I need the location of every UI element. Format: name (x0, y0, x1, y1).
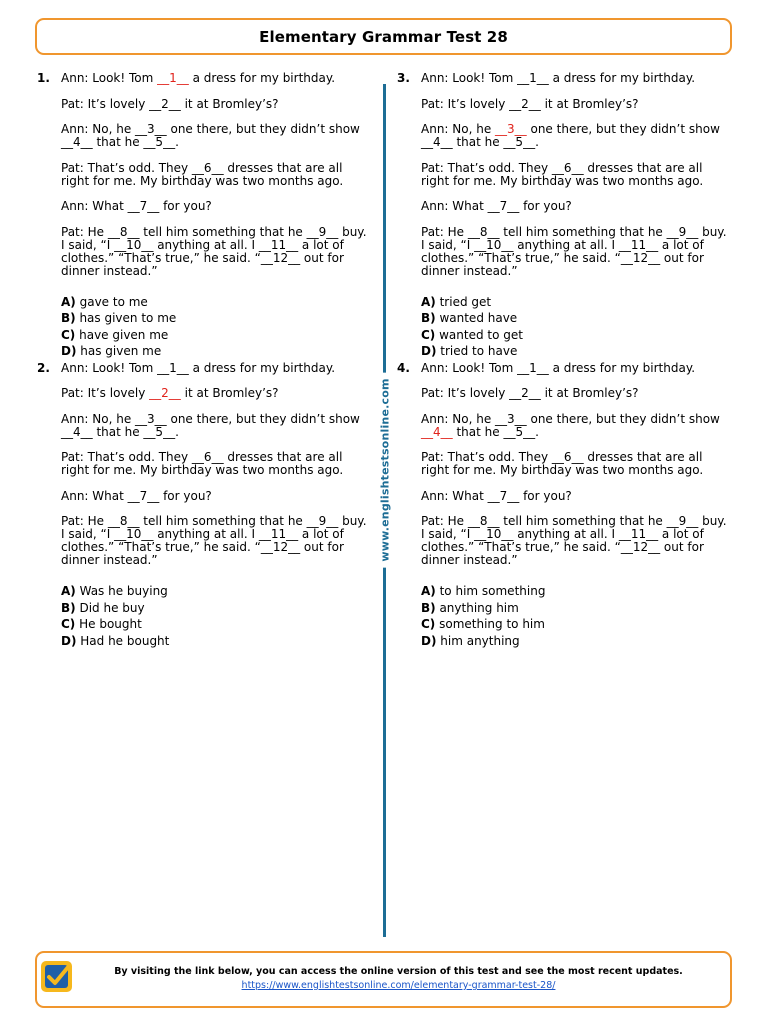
answer-options (421, 294, 727, 360)
option-text: Was he buying (75, 584, 168, 598)
footer-link[interactable]: https://www.englishtestsonline.com/elementary-grammar-test-28/ (241, 980, 556, 991)
option-letter: B) (421, 600, 436, 615)
option-letter: A) (421, 584, 436, 598)
option-text: tried to have (436, 344, 518, 358)
answer-option[interactable] (61, 343, 367, 360)
dialogue-line: Pat: He __8__ tell him something that he __9__ buy. I said, “I __10__ anything at all. I __11__ a lot of clothes.” “That’s true,” he said. “__12__ out for dinner instead.” (61, 514, 367, 567)
dialogue-line: Ann: Look! Tom __1__ a dress for my birthday. (421, 360, 696, 375)
answer-option[interactable] (61, 616, 367, 633)
option-text: gave to me (75, 294, 148, 309)
question-1 (37, 72, 367, 360)
dialogue-line: Pat: He __8__ tell him something that he __9__ buy. I said, “I __10__ anything at all. I __11__ a lot of clothes.” “That’s true,” he said. “__12__ out for dinner instead.” (61, 224, 367, 278)
dialogue-line: Ann: What __7__ for you? (421, 488, 572, 503)
answer-option[interactable] (421, 633, 727, 650)
option-text: have given me (75, 327, 169, 342)
footer-box (35, 951, 732, 1008)
question-3 (397, 72, 727, 360)
answer-option[interactable] (421, 310, 727, 327)
dialogue-line: Pat: That’s odd. They __6__ dresses that are all right for me. My birthday was two months ago. (61, 160, 344, 188)
page-title: Elementary Grammar Test 28 (259, 27, 508, 46)
dialogue-line: Ann: Look! Tom __1__ a dress for my birthday. (61, 71, 336, 85)
highlighted-blank: __1__ (157, 71, 189, 85)
option-text: Had he bought (76, 633, 170, 648)
dialogue-line: Pat: It’s lovely __2__ it at Bromley’s? (61, 96, 279, 111)
question-number: 1. (37, 71, 50, 85)
dialogue-line: Pat: That’s odd. They __6__ dresses that are all right for me. My birthday was two months ago. (421, 450, 704, 477)
highlighted-blank: __2__ (149, 386, 181, 400)
dialogue-line: Ann: Look! Tom __1__ a dress for my birthday. (61, 360, 336, 375)
title-box (35, 18, 732, 55)
question-4 (397, 362, 727, 650)
dialogue-line: Pat: That’s odd. They __6__ dresses that are all right for me. My birthday was two months ago. (421, 160, 704, 188)
option-text: him anything (436, 633, 520, 648)
question-number: 2. (37, 360, 50, 375)
option-letter: D) (61, 633, 77, 648)
option-letter: D) (421, 344, 437, 358)
option-letter: B) (421, 311, 436, 325)
answer-option[interactable] (61, 583, 367, 600)
option-text: He bought (75, 617, 142, 631)
option-letter: A) (61, 584, 76, 598)
answer-options (61, 583, 367, 649)
answer-option[interactable] (421, 616, 727, 633)
answer-option[interactable] (61, 633, 367, 650)
answer-option[interactable] (421, 294, 727, 311)
option-letter: A) (421, 294, 436, 309)
dialogue-line: Pat: He __8__ tell him something that he __9__ buy. I said, “I __10__ anything at all. I __11__ a lot of clothes.” “That’s true,” he said. “__12__ out for dinner instead.” (421, 224, 727, 278)
answer-option[interactable] (421, 343, 727, 360)
option-text: tried get (435, 294, 492, 309)
answer-options (61, 294, 367, 360)
dialogue-line: Ann: Look! Tom __1__ a dress for my birthday. (421, 71, 696, 85)
question-number: 4. (397, 360, 410, 375)
option-text: has given me (76, 344, 162, 358)
option-text: wanted to get (435, 327, 523, 342)
question-number: 3. (397, 71, 410, 85)
answer-option[interactable] (61, 600, 367, 617)
question-body (61, 362, 367, 650)
option-letter: C) (61, 617, 76, 631)
dialogue-line: Pat: He __8__ tell him something that he __9__ buy. I said, “I __10__ anything at all. I __11__ a lot of clothes.” “That’s true,” he said. “__12__ out for dinner instead.” (421, 514, 727, 567)
option-letter: D) (61, 344, 77, 358)
option-letter: C) (61, 327, 76, 342)
question-2 (37, 362, 367, 650)
option-text: anything him (435, 600, 519, 615)
option-letter: A) (61, 294, 76, 309)
dialogue-line: Ann: No, he __3__ one there, but they didn’t show __4__ that he __5__. (61, 122, 360, 149)
dialogue-line: Pat: That’s odd. They __6__ dresses that are all right for me. My birthday was two months ago. (61, 450, 344, 477)
dialogue-line: Ann: What __7__ for you? (421, 199, 572, 213)
answer-option[interactable] (61, 310, 367, 327)
answer-option[interactable] (421, 583, 727, 600)
option-text: wanted have (435, 311, 518, 325)
option-letter: C) (421, 327, 436, 342)
answer-option[interactable] (421, 327, 727, 344)
option-text: Did he buy (75, 600, 145, 615)
option-letter: C) (421, 617, 436, 631)
left-column (37, 72, 367, 649)
question-body (61, 72, 367, 360)
dialogue-line: Ann: No, he __3__ one there, but they didn’t show __4__ that he __5__. (61, 411, 360, 439)
answer-options (421, 583, 727, 649)
option-letter: B) (61, 600, 76, 615)
dialogue-line: Ann: What __7__ for you? (61, 199, 212, 213)
option-letter: B) (61, 311, 76, 325)
answer-option[interactable] (421, 600, 727, 617)
website-watermark: www.englishtestsonline.com (379, 372, 392, 567)
right-column (397, 72, 727, 649)
option-text: something to him (435, 617, 545, 631)
option-text: has given to me (75, 311, 177, 325)
dialogue-line: Ann: No, he __3__ one there, but they didn’t show __4__ that he __5__. (421, 122, 720, 149)
dialogue-line: Pat: It’s lovely __2__ it at Bromley’s? (61, 386, 279, 400)
footer-text: By visiting the link below, you can access the online version of this test and see the most recent updates. (114, 966, 683, 977)
dialogue-line: Pat: It’s lovely __2__ it at Bromley’s? (421, 386, 639, 400)
dialogue-line: Ann: No, he __3__ one there, but they didn’t show __4__ that he __5__. (421, 411, 720, 439)
dialogue-line: Ann: What __7__ for you? (61, 488, 212, 503)
highlighted-blank: __4__ (421, 424, 453, 439)
highlighted-blank: __3__ (495, 122, 527, 136)
question-body (421, 362, 727, 650)
option-text: to him something (435, 584, 546, 598)
dialogue-line: Pat: It’s lovely __2__ it at Bromley’s? (421, 96, 639, 111)
answer-option[interactable] (61, 294, 367, 311)
checkbox-logo-icon (41, 961, 72, 992)
answer-option[interactable] (61, 327, 367, 344)
question-body (421, 72, 727, 360)
option-letter: D) (421, 633, 437, 648)
